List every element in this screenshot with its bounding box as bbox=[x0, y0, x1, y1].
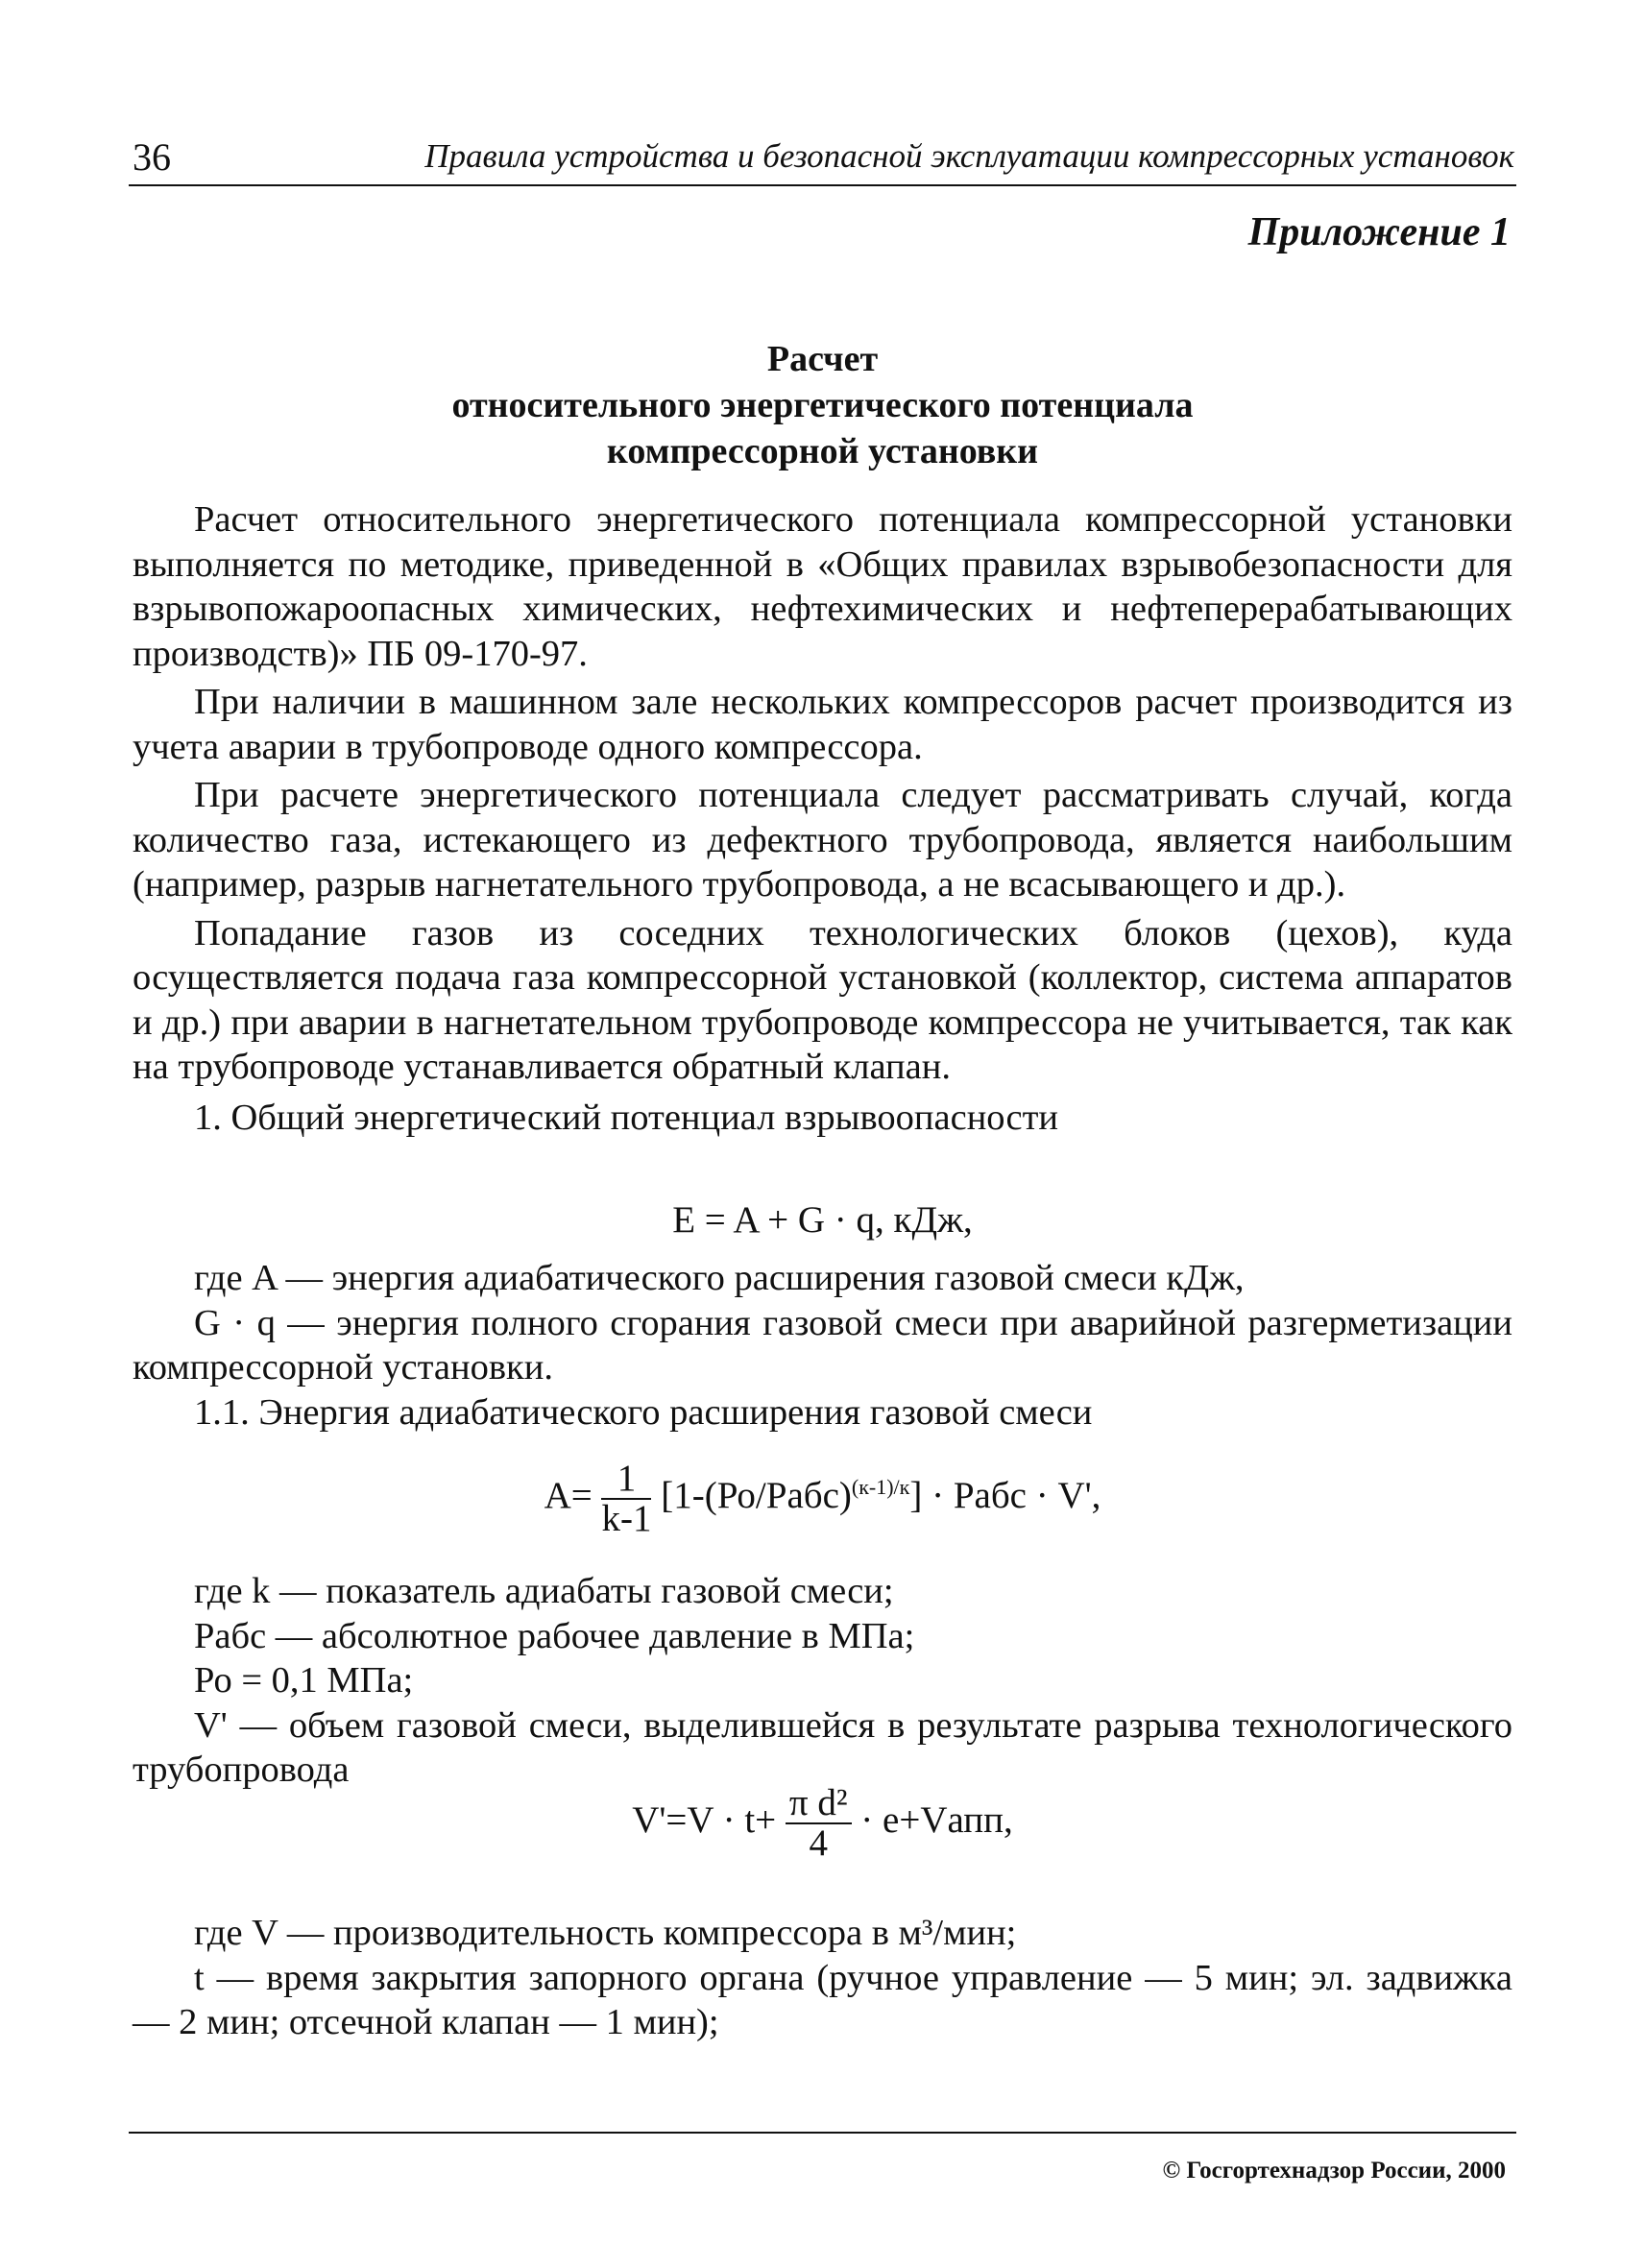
paragraph-1: Расчет относительного энергетического потенциала компрессорной установки выполняется по методике, приведенной в «Общих правилах взрывобезопасности для взрывопожароопасных химических, нефтехимических и нефтеперерабатывающих производств)» ПБ 09-170-97. bbox=[133, 499, 1512, 674]
footer-rule bbox=[129, 2132, 1516, 2134]
paragraph-2: При наличии в машинном зале нескольких компрессоров расчет производится из учета аварии в трубопроводе одного компрессора. bbox=[133, 682, 1512, 767]
where-a: где A — энергия адиабатического расширения газовой смеси кДж, bbox=[194, 1258, 1245, 1298]
paragraph-4: Попадание газов из соседних технологических блоков (цехов), куда осуществляется подача газа компрессорной установкой (коллектор, система аппаратов и др.) при аварии в нагнетательном трубопроводе компрессора не учитывается, так как на трубопроводе устанавливается обратный клапан. bbox=[133, 912, 1512, 1087]
formula2-fraction bbox=[601, 1460, 651, 1538]
appendix-label: Приложение 1 bbox=[1247, 210, 1511, 254]
running-title: Правила устройства и безопасной эксплуатации компрессорных установок bbox=[424, 137, 1514, 175]
body-block-where-2 bbox=[133, 1569, 1512, 1793]
copyright-notice: © Госгортехнадзор России, 2000 bbox=[1162, 2158, 1506, 2184]
section-1-1-heading: 1.1. Энергия адиабатического расширения газовой смеси bbox=[194, 1391, 1093, 1433]
formula-gas-volume bbox=[0, 1784, 1645, 1863]
page-number: 36 bbox=[133, 135, 171, 179]
formula3-fraction bbox=[786, 1784, 852, 1863]
formula2-denominator: k-1 bbox=[601, 1498, 652, 1539]
where-po: Ро = 0,1 МПа; bbox=[194, 1660, 414, 1701]
where-v-prime: V' — объем газовой смеси, выделившейся в результате разрыва технологического трубопровода bbox=[133, 1704, 1512, 1790]
formula-adiabatic-energy bbox=[0, 1460, 1645, 1538]
formula2-numerator: 1 bbox=[601, 1460, 651, 1500]
formula3-numerator: π d² bbox=[786, 1784, 852, 1824]
formula2-lhs: A= bbox=[544, 1474, 593, 1516]
body-block-where-1 bbox=[133, 1256, 1512, 1435]
where-k: где k — показатель адиабаты газовой смеси; bbox=[194, 1571, 894, 1611]
body-block-where-3 bbox=[133, 1911, 1512, 2045]
title-line-2: относительного энергетического потенциала bbox=[451, 385, 1194, 425]
header-rule bbox=[129, 184, 1516, 186]
where-gq: G · q — энергия полного сгорания газовой смеси при аварийной разгерметизации компрессорной установки. bbox=[133, 1302, 1512, 1387]
formula2-bracket: [1-(Ро/Рабс) bbox=[661, 1474, 852, 1516]
title-line-3: компрессорной установки bbox=[606, 431, 1039, 471]
formula-energy-total: E = A + G · q, кДж, bbox=[672, 1199, 973, 1241]
paragraph-3: При расчете энергетического потенциала следует рассматривать случай, когда количество газа, истекающего из дефектного трубопровода, является наибольшим (например, разрыв нагнетательного трубопровода, а не всасывающего и др.). bbox=[133, 775, 1512, 905]
formula2-tail: ] · Рабс · V', bbox=[909, 1474, 1101, 1516]
where-pabs: Рабс — абсолютное рабочее давление в МПа; bbox=[194, 1615, 915, 1656]
formula2-exponent: (к-1)/к bbox=[851, 1474, 910, 1499]
body-block-intro bbox=[133, 497, 1512, 1144]
formula3-tail: · e+Vапп, bbox=[860, 1798, 1013, 1841]
document-title bbox=[133, 336, 1512, 474]
formula3-lhs: V'=V · t+ bbox=[632, 1798, 777, 1841]
section-1-heading: 1. Общий энергетический потенциал взрывоопасности bbox=[194, 1097, 1059, 1138]
where-t: t — время закрытия запорного органа (ручное управление — 5 мин; эл. задвижка — 2 мин; отсечной клапан — 1 мин); bbox=[133, 1957, 1512, 2042]
formula3-denominator: 4 bbox=[809, 1822, 828, 1864]
where-v: где V — производительность компрессора в м³/мин; bbox=[194, 1913, 1017, 1953]
title-line-1: Расчет bbox=[766, 339, 879, 379]
